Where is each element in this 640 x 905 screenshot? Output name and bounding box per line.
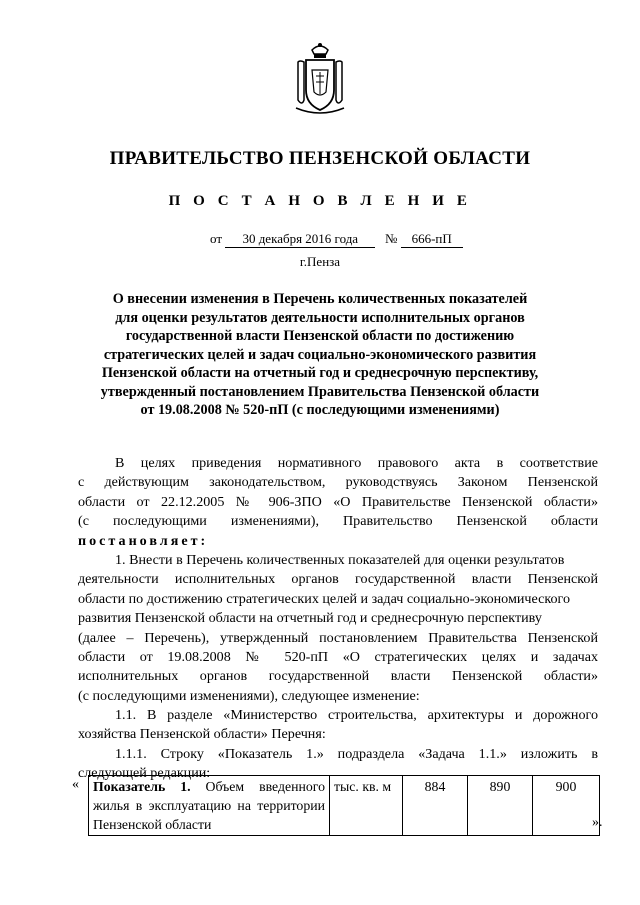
government-title: ПРАВИТЕЛЬСТВО ПЕНЗЕНСКОЙ ОБЛАСТИ: [109, 148, 531, 169]
value-cell: 900: [533, 776, 600, 836]
heading-line: утвержденный постановлением Правительства Пензенской области: [100, 383, 540, 400]
coat-of-arms-icon: [290, 40, 350, 118]
table-row: [89, 776, 600, 836]
body-line: с действующим законодательством, руководствуясь Законом Пензенской: [78, 474, 598, 491]
indicator-table: [88, 775, 600, 836]
document-type: П О С Т А Н О В Л Е Н И Е: [168, 193, 472, 209]
body-line: исполнительных органов государственной власти Пензенской области»: [78, 668, 598, 685]
heading-line: Пензенской области на отчетный год и среднесрочную перспективу,: [101, 365, 539, 381]
body-line: следующей редакции:: [78, 765, 211, 782]
heading-line: О внесении изменения в Перечень количественных показателей: [112, 291, 528, 307]
value-cell: 884: [403, 776, 468, 836]
document-date: 30 декабря 2016 года: [225, 231, 375, 248]
body-line: (далее – Перечень), утвержденный постановлением Правительства Пензенской: [78, 629, 598, 646]
city: г.Пенза: [299, 254, 341, 269]
open-quote: «: [72, 777, 79, 792]
body-line: 1.1.1. Строку «Показатель 1.» подраздела «Задача 1.1.» изложить в: [115, 745, 598, 762]
document-heading: [80, 290, 560, 420]
number-sign: №: [385, 231, 398, 246]
date-prefix: от: [210, 231, 223, 246]
heading-line: стратегических целей и задач социально-экономического развития: [103, 346, 537, 363]
indicator-text: Объем введенного жилья в эксплуатацию на территории Пензенской области: [93, 779, 325, 832]
body-line: развития Пензенской области на отчетный год и среднесрочную перспективу: [78, 610, 542, 627]
body-line: области от 19.08.2008 № 520-пП «О стратегических целях и задачах: [78, 648, 598, 665]
value-cell: 890: [468, 776, 533, 836]
body-line: области по достижению стратегических целей и задач социально-экономического: [78, 590, 571, 607]
heading-line: от 19.08.2008 № 520-пП (с последующими изменениями): [140, 402, 500, 418]
indicator-cell: [89, 776, 330, 836]
decree-word: постановляет:: [78, 532, 209, 549]
close-quote: ».: [592, 815, 603, 830]
indicator-label: Показатель 1.: [93, 779, 191, 794]
body-line: (с последующими изменениями), Правительство Пензенской области: [78, 513, 598, 530]
heading-line: государственной власти Пензенской области по достижению: [125, 328, 515, 344]
body-line: деятельности исполнительных органов государственной власти Пензенской: [78, 571, 598, 588]
date-number-line: [210, 231, 463, 248]
body-line: 1. Внести в Перечень количественных показателей для оценки результатов: [115, 551, 565, 568]
body-line: В целях приведения нормативного правового акта в соответствие: [115, 455, 598, 471]
heading-line: для оценки результатов деятельности исполнительных органов: [115, 309, 525, 326]
document-number: 666-пП: [401, 231, 463, 248]
body-line: 1.1. В разделе «Министерство строительства, архитектуры и дорожного: [115, 707, 598, 724]
document-body: [78, 454, 598, 784]
body-line: хозяйства Пензенской области» Перечня:: [78, 726, 326, 743]
body-line: области от 22.12.2005 № 906-ЗПО «О Правительстве Пензенской области»: [78, 493, 598, 510]
unit-cell: тыс. кв. м: [330, 776, 403, 836]
body-line: (с последующими изменениями), следующее изменение:: [78, 687, 420, 704]
